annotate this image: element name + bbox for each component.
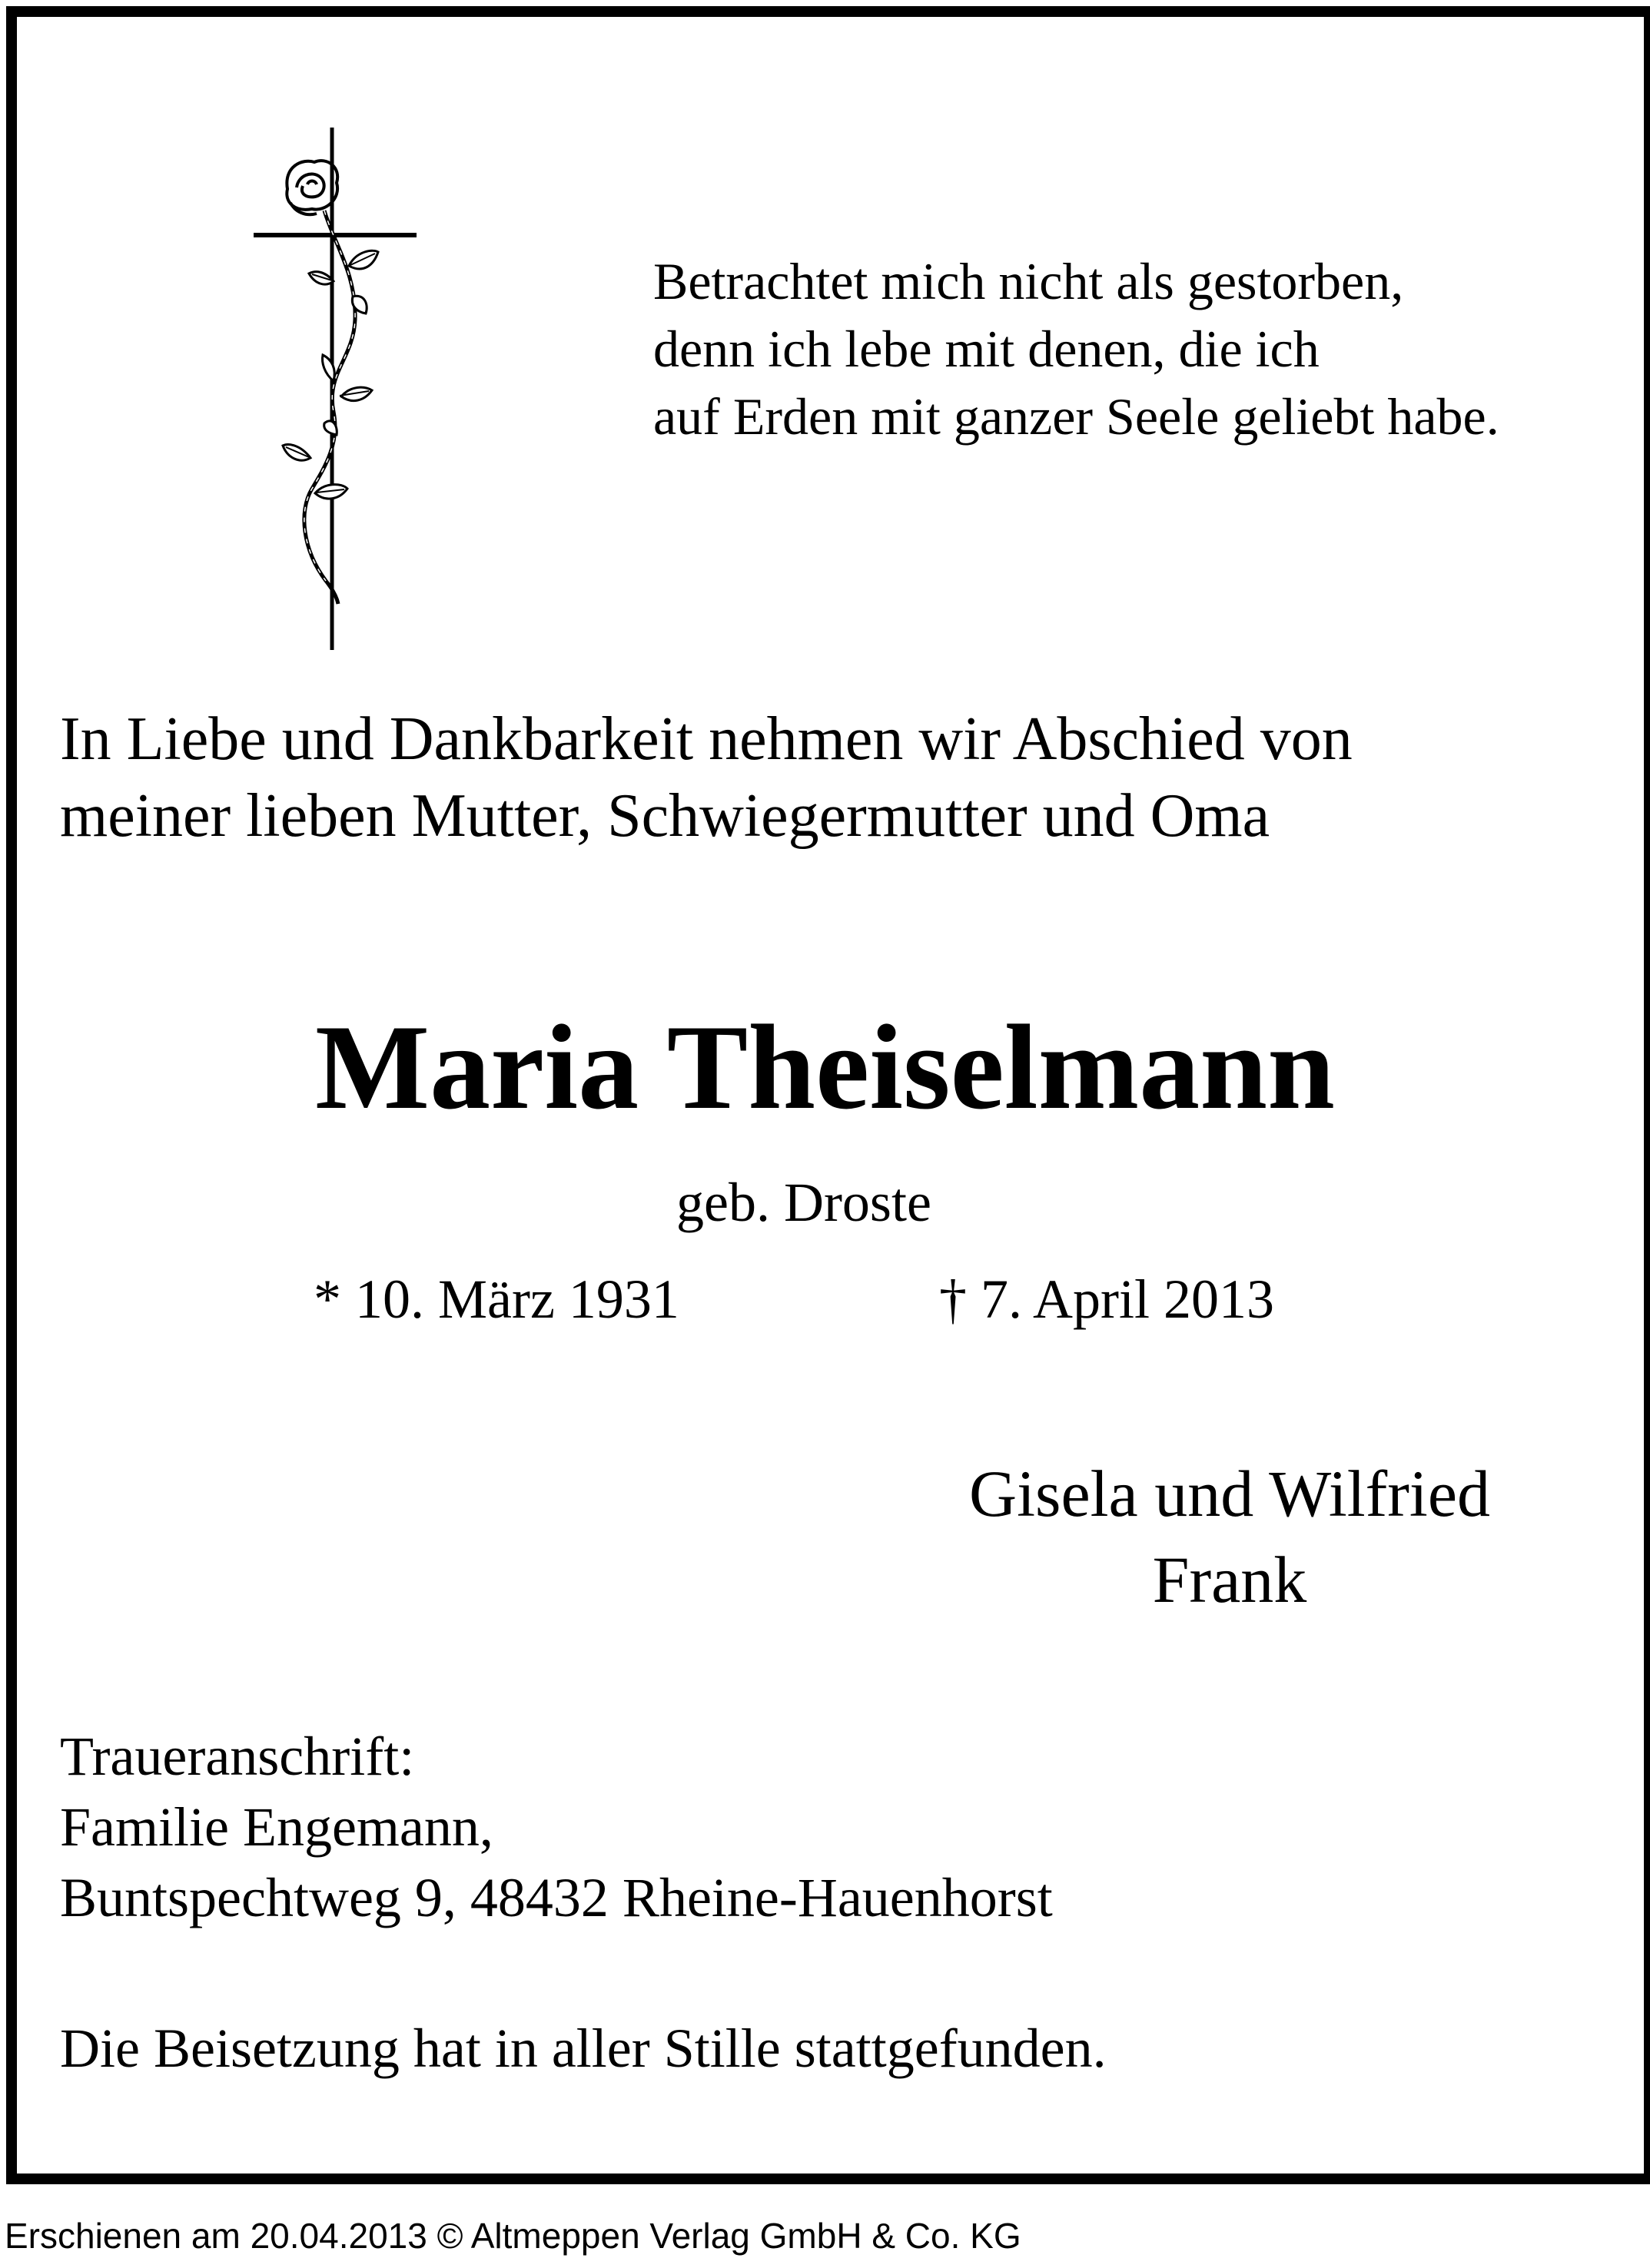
maiden-name: geb. Droste bbox=[676, 1172, 931, 1233]
farewell-intro bbox=[60, 701, 1353, 854]
address-line: Familie Engemann, bbox=[60, 1796, 493, 1858]
deceased-name: Maria Theiselmann bbox=[315, 1000, 1335, 1135]
intro-line: In Liebe und Dankbarkeit nehmen wir Abschied von bbox=[60, 705, 1353, 773]
mourners-line: Gisela und Wilfried bbox=[968, 1457, 1490, 1530]
address-line: Buntspechtweg 9, 48432 Rheine-Hauenhorst bbox=[60, 1867, 1053, 1928]
publication-footer: Erschienen am 20.04.2013 © Altmeppen Verlag GmbH & Co. KG bbox=[5, 2216, 1021, 2256]
quote-line: auf Erden mit ganzer Seele geliebt habe. bbox=[653, 387, 1499, 446]
burial-note: Die Beisetzung hat in aller Stille stattgefunden. bbox=[60, 2018, 1107, 2079]
quote-line: Betrachtet mich nicht als gestorben, bbox=[653, 252, 1404, 310]
epitaph-quote bbox=[653, 247, 1499, 450]
mourners bbox=[922, 1451, 1537, 1623]
quote-line: denn ich lebe mit denen, die ich bbox=[653, 320, 1320, 378]
address-line: Traueranschrift: bbox=[60, 1726, 415, 1787]
intro-line: meiner lieben Mutter, Schwiegermutter und Oma bbox=[60, 782, 1270, 850]
death-date: † 7. April 2013 bbox=[939, 1268, 1275, 1330]
cross-with-rose-icon bbox=[241, 120, 433, 658]
mourners-line: Frank bbox=[1152, 1543, 1307, 1616]
birth-date: * 10. März 1931 bbox=[314, 1268, 679, 1330]
mourning-address bbox=[60, 1721, 1053, 1933]
